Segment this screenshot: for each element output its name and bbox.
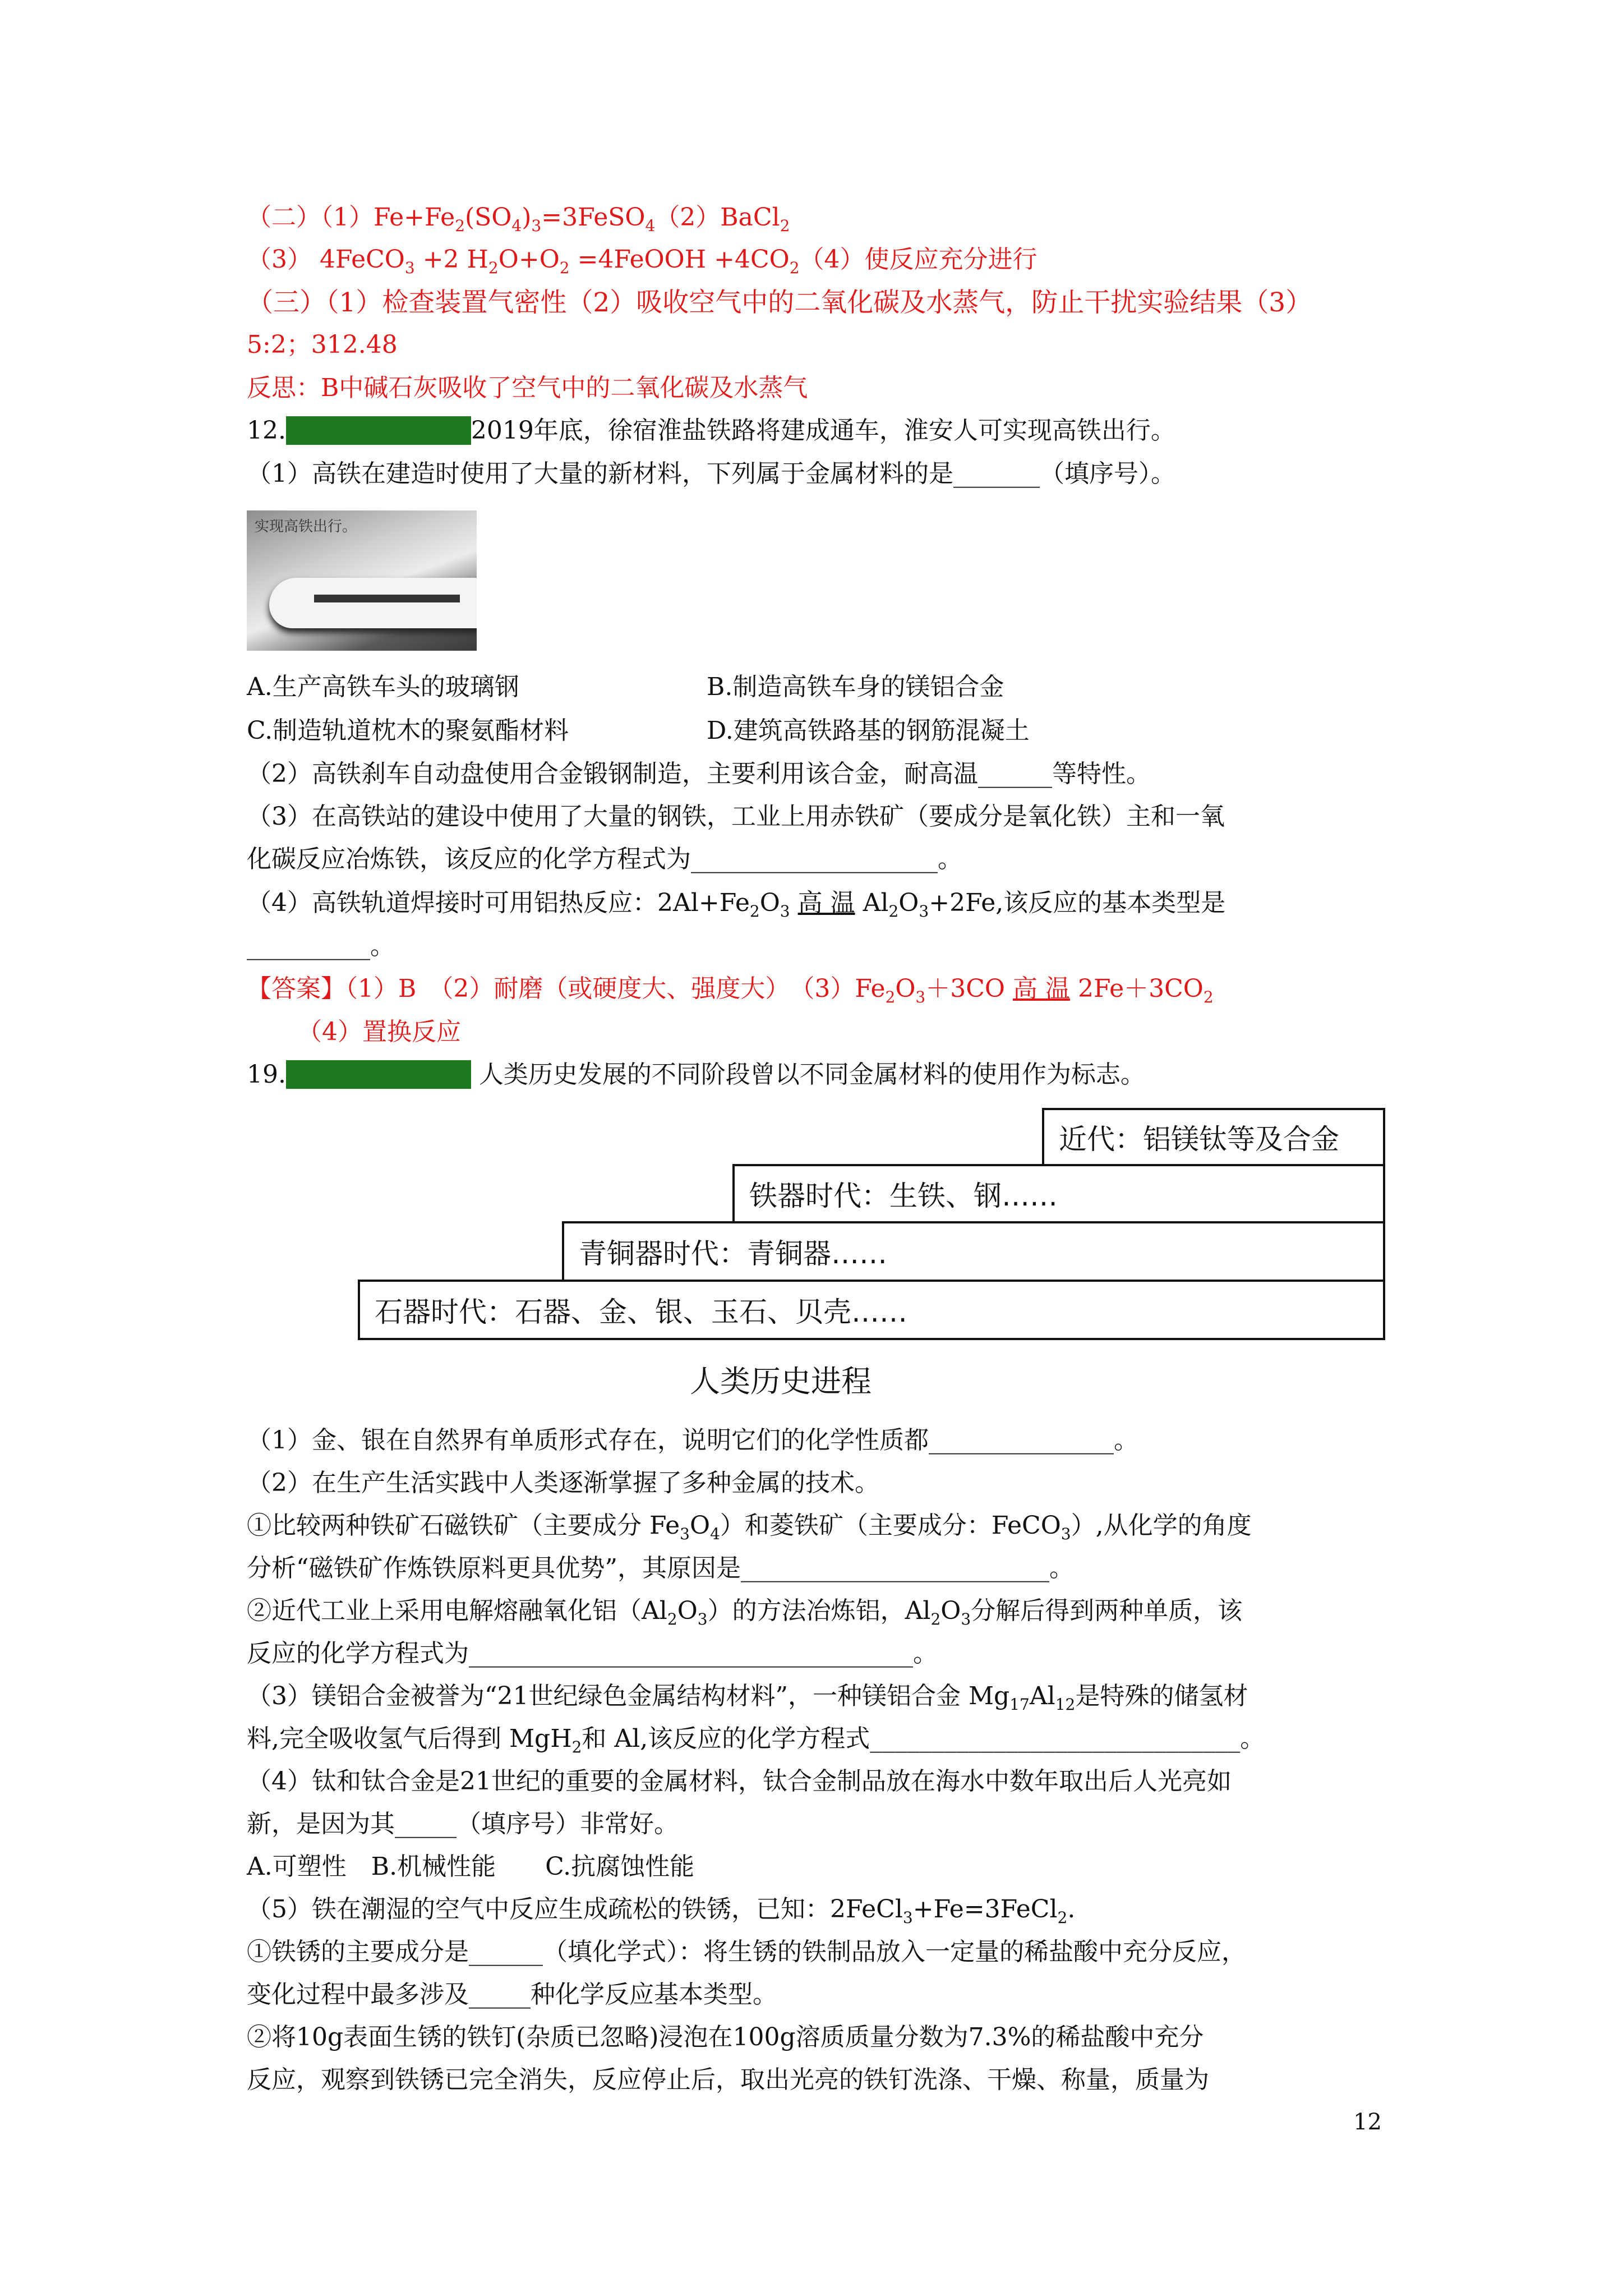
q19-part2-2a: ②近代工业上采用电解熔融氧化铝$(Al_2O_3)$的方法冶炼铝，$Al_2O_3$分解后得到两种单质，该 (247, 1596, 1243, 1628)
era-bronze: 青铜器时代：青铜器…… (562, 1221, 1385, 1282)
q12-part4b: __________。 (247, 932, 395, 960)
q19-stem: 19. （2019•盐城） 人类历史发展的不同阶段曾以不同金属材料的使用作为标志。 (247, 1060, 1145, 1089)
q19-part4b: 新，是因为其_____（填序号）非常好。 (247, 1810, 679, 1838)
q19-part3a: （3）镁铝合金被誉为“21世纪绿色金属结构材料”，一种镁铝合金 $Mg_{17}Al_{12}$是特殊的储氢材 (247, 1682, 1248, 1714)
q19-part3b: 料,完全吸收氢气后得到 MgH$_2$和 Al,该反应的化学方程式______________________________。 (247, 1724, 1265, 1756)
q19-part2-1b: 分析“磁铁矿作炼铁原料更具优势”，其原因是_________________________。 (247, 1554, 1074, 1582)
era-iron: 铁器时代：生铁、钢…… (732, 1164, 1385, 1223)
page-number: 12 (1353, 2109, 1382, 2135)
q19-part5-1a: ①铁锈的主要成分是______（填化学式）：将生锈的铁制品放入一定量的稀盐酸中充分反应， (247, 1938, 1246, 1966)
q19-part2-2b: 反应的化学方程式为____________________________________。 (247, 1639, 938, 1668)
q19-part2: （2）在生产生活实践中人类逐渐掌握了多种金属的技术。 (247, 1469, 879, 1497)
q12-part3b: 化碳反应冶炼铁，该反应的化学方程式为____________________。 (247, 845, 962, 873)
diagram-caption: 人类历史进程 (690, 1364, 872, 1399)
q12-part1: （1）高铁在建造时使用了大量的新材料，下列属于金属材料的是_______（填序号）。 (247, 459, 1175, 488)
answer-line-1: （二）$(1)Fe+Fe_2(SO_4)_3=3FeSO_4(2)BaCl_2$ (247, 203, 790, 235)
answer-line-2: （3） 4FeCO$_3$ +2 $H_2O+O_2$ =4FeOOH $+4CO_2(4)$使反应充分进行 (247, 245, 1038, 277)
q19-part1: （1）金、银在自然界有单质形式存在，说明它们的化学性质都_______________。 (247, 1426, 1138, 1455)
q12-stem: 12. （2019•淮安） 2019年底，徐宿淮盐铁路将建成通车，淮安人可实现高铁出行。 (247, 416, 1175, 445)
q12-option-b: B.制造高铁车身的镁铝合金 (707, 673, 1004, 701)
answer-line-3: （三）（1）检查装置气密性（2）吸收空气中的二氧化碳及水蒸气，防止干扰实验结果（3） (247, 287, 1312, 318)
q12-part3a: （3）在高铁站的建设中使用了大量的钢铁，工业上用赤铁矿（要成分是氧化铁）主和一氧 (247, 802, 1225, 831)
q12-option-c: C.制造轨道枕木的聚氨酯材料 (247, 716, 569, 745)
answer-line-5: 反思：B中碱石灰吸收了空气中的二氧化碳及水蒸气 (247, 374, 808, 402)
q12-option-a: A.生产高铁车头的玻璃钢 (247, 673, 519, 701)
source-tag: （2019•盐城） (286, 1060, 471, 1089)
condition-high-temp: 高 温 (797, 889, 855, 917)
q19-part4-options: A.可塑性 B.机械性能 C.抗腐蚀性能 (247, 1852, 695, 1881)
q19-part5: （5）铁在潮湿的空气中反应生成疏松的铁锈，已知：2FeCl$_3$+Fe=3FeCl$_2$. (247, 1895, 1076, 1927)
q19-part5-2b: 反应，观察到铁锈已完全消失，反应停止后，取出光亮的铁钉洗涤、干燥、称量，质量为 (247, 2065, 1209, 2094)
q19-part5-1b: 变化过程中最多涉及_____种化学反应基本类型。 (247, 1980, 777, 2009)
q19-part2-1a: ①比较两种铁矿石磁铁矿（主要成分 $Fe_3O_4$）和菱铁矿（主要成分：FeCO$_3$）,从化学的角度 (247, 1511, 1252, 1543)
q12-answer: 【答案】（1）B （2）耐磨（或硬度大、强度大） $(3)Fe_2O_3+3CO$ 高 温 $2Fe+3CO_2$ (247, 974, 1214, 1006)
q12-part4a: （4）高铁轨道焊接时可用铝热反应：$2Al+Fe_2O_3$ 高 温 $Al_2O_3+2Fe$,该反应的基本类型是 (247, 889, 1226, 921)
answer-line-4: 5:2；312.48 (247, 330, 398, 359)
q19-part5-2a: ②将10g表面生锈的铁钉(杂质已忽略)浸泡在100g溶质质量分数为7.3%的稀盐酸中充分 (247, 2023, 1204, 2051)
q19-part4a: （4）钛和钛合金是21世纪的重要的金属材料，钛合金制品放在海水中数年取出后人光亮如 (247, 1767, 1232, 1796)
q12-answer-4: （4）置换反应 (297, 1018, 461, 1046)
era-modern: 近代：铝镁钛等及合金 (1042, 1108, 1385, 1166)
q12-part2: （2）高铁刹车自动盘使用合金锻钢制造，主要利用该合金，耐高温______等特性。 (247, 760, 1151, 788)
source-tag: （2019•淮安） (286, 416, 471, 445)
era-stone: 石器时代：石器、金、银、玉石、贝壳…… (358, 1280, 1385, 1340)
q12-option-d: D.建筑高铁路基的钢筋混凝土 (707, 716, 1030, 745)
train-photo: 实现高铁出行。 (247, 510, 477, 651)
